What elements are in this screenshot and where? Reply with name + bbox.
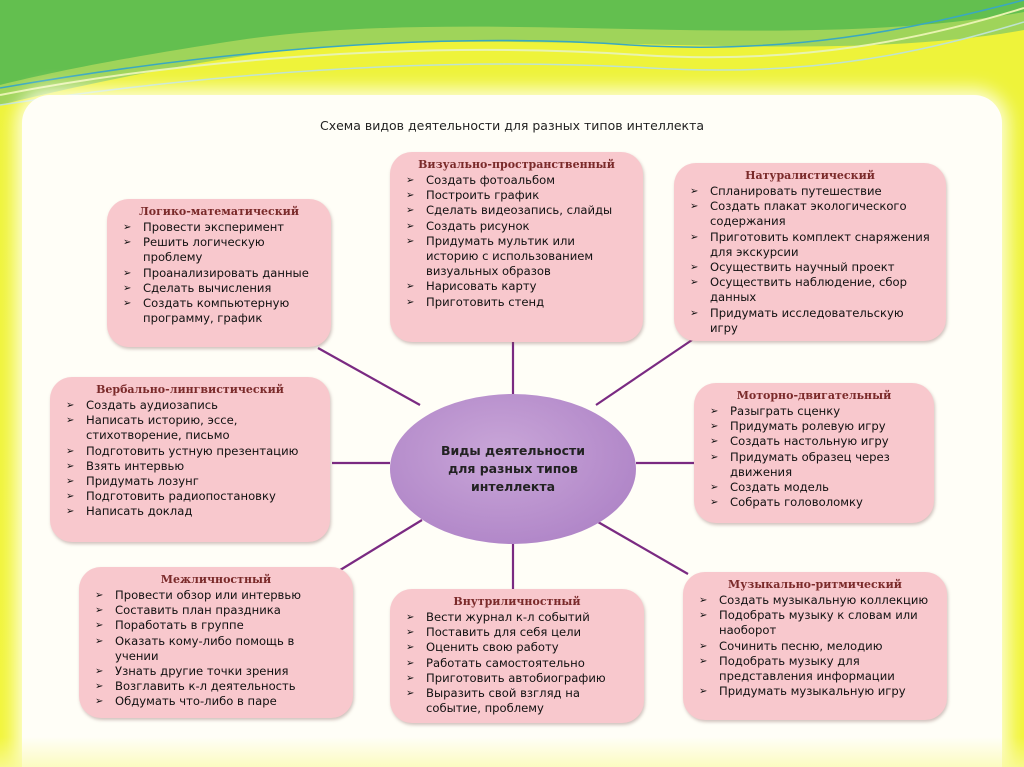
list-item: ➢ Выразить свой взгляд на событие, проблему <box>404 686 630 716</box>
list-item: ➢ Спланировать путешествие <box>688 184 932 199</box>
list-item: ➢ Провести эксперимент <box>121 220 317 235</box>
box-title: Музыкально-ритмический <box>728 578 902 591</box>
list-item: ➢ Нарисовать карту <box>404 279 629 294</box>
list-item: ➢ Осуществить наблюдение, сбор данных <box>688 275 932 305</box>
list-item: ➢ Обдумать что-либо в паре <box>93 694 339 709</box>
box-logical-mathematical <box>107 199 331 347</box>
list-item: ➢ Проанализировать данные <box>121 266 317 281</box>
box-title: Логико-математический <box>139 205 299 218</box>
list-item: ➢ Создать аудиозапись <box>64 398 316 413</box>
box-motor-kinesthetic <box>694 383 934 523</box>
list-item: ➢ Создать фотоальбом <box>404 173 629 188</box>
list-item: ➢ Создать музыкальную коллекцию <box>697 593 933 608</box>
box-verbal-linguistic <box>50 377 330 542</box>
list-item: ➢ Осуществить научный проект <box>688 260 932 275</box>
box-title: Вербально-лингвистический <box>96 383 284 396</box>
list-item: ➢ Поставить для себя цели <box>404 625 630 640</box>
list-item: ➢ Сделать видеозапись, слайды <box>404 203 629 218</box>
list-item: ➢ Создать компьютерную программу, график <box>121 296 317 326</box>
list-item: ➢ Придумать исследовательскую игру <box>688 306 932 336</box>
list-item: ➢ Создать настольную игру <box>708 434 920 449</box>
box-title: Внутриличностный <box>453 595 581 608</box>
diagram-title: Схема видов деятельности для разных типов интеллекта <box>319 118 705 133</box>
list-item: ➢ Сочинить песню, мелодию <box>697 639 933 654</box>
list-item: ➢ Оценить свою работу <box>404 640 630 655</box>
list-item: ➢ Взять интервью <box>64 459 316 474</box>
list-item: ➢ Придумать лозунг <box>64 474 316 489</box>
list-item: ➢ Поработать в группе <box>93 618 339 633</box>
list-item: ➢ Приготовить комплект снаряжения для экскурсии <box>688 230 932 260</box>
list-item: ➢ Создать модель <box>708 480 920 495</box>
box-title: Натуралистический <box>745 169 875 182</box>
list-item: ➢ Подобрать музыку для представления информации <box>697 654 933 684</box>
list-item: ➢ Подобрать музыку к словам или наоборот <box>697 608 933 638</box>
center-node: Виды деятельности для разных типов интеллекта <box>390 394 636 544</box>
list-item: ➢ Построить график <box>404 188 629 203</box>
list-item: ➢ Написать историю, эссе, стихотворение, письмо <box>64 413 316 443</box>
list-item: ➢ Приготовить стенд <box>404 295 629 310</box>
list-item: ➢ Придумать музыкальную игру <box>697 684 933 699</box>
list-item: ➢ Вести журнал к-л событий <box>404 610 630 625</box>
list-item: ➢ Узнать другие точки зрения <box>93 664 339 679</box>
box-visual-spatial <box>390 152 643 342</box>
list-item: ➢ Приготовить автобиографию <box>404 671 630 686</box>
list-item: ➢ Провести обзор или интервью <box>93 588 339 603</box>
list-item: ➢ Разыграть сценку <box>708 404 920 419</box>
list-item: ➢ Придумать ролевую игру <box>708 419 920 434</box>
list-item: ➢ Возглавить к-л деятельность <box>93 679 339 694</box>
list-item: ➢ Придумать мультик или историю с использованием визуальных образов <box>404 234 629 280</box>
list-item: ➢ Оказать кому-либо помощь в учении <box>93 634 339 664</box>
box-title: Моторно-двигательный <box>736 389 892 402</box>
list-item: ➢ Создать плакат экологического содержания <box>688 199 932 229</box>
list-item: ➢ Решить логическую проблему <box>121 235 317 265</box>
list-item: ➢ Собрать головоломку <box>708 495 920 510</box>
box-intrapersonal <box>390 589 644 723</box>
list-item: ➢ Придумать образец через движения <box>708 450 920 480</box>
box-title: Визуально-пространственный <box>418 158 615 171</box>
list-item: ➢ Подготовить радиопостановку <box>64 489 316 504</box>
box-title: Межличностный <box>160 573 272 586</box>
list-item: ➢ Составить план праздника <box>93 603 339 618</box>
list-item: ➢ Создать рисунок <box>404 219 629 234</box>
list-item: ➢ Сделать вычисления <box>121 281 317 296</box>
list-item: ➢ Работать самостоятельно <box>404 656 630 671</box>
box-naturalist <box>674 163 946 341</box>
box-interpersonal <box>79 567 353 718</box>
box-musical-rhythmic <box>683 572 947 720</box>
list-item: ➢ Написать доклад <box>64 504 316 519</box>
list-item: ➢ Подготовить устную презентацию <box>64 444 316 459</box>
